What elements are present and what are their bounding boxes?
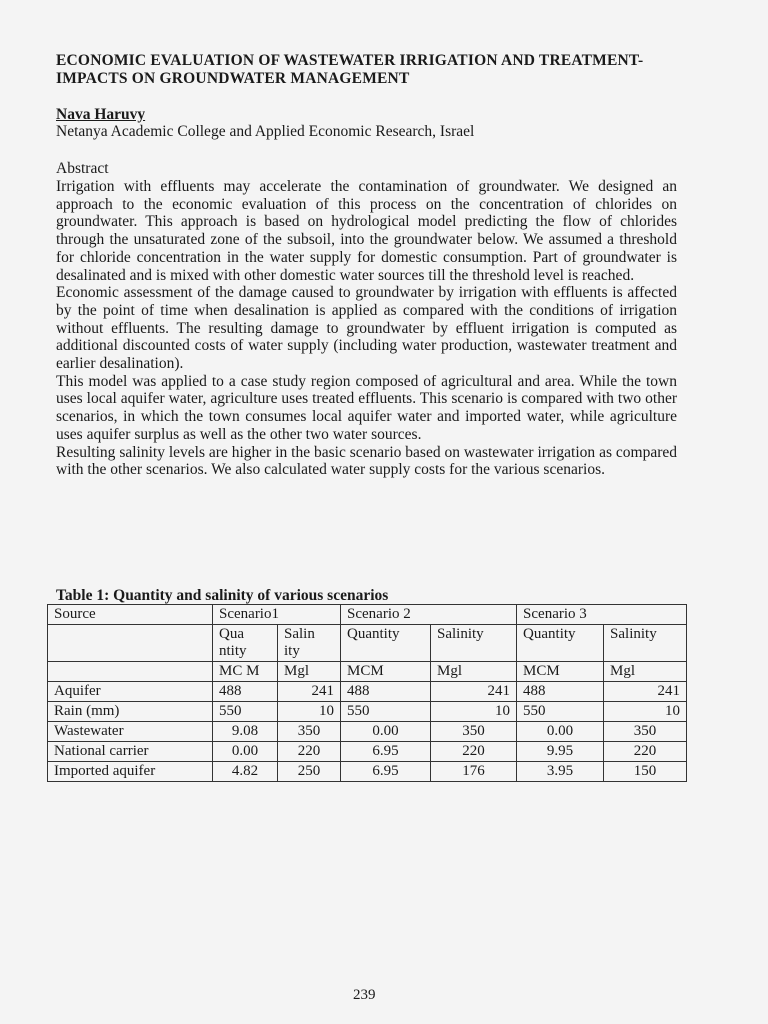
- units-s3-salinity: Mgl: [604, 662, 687, 682]
- author-name: Nava Haruvy: [56, 106, 146, 123]
- cell-s3-salinity: 241: [604, 682, 687, 702]
- cell-s3-salinity: 220: [604, 742, 687, 762]
- header-scenario2: Scenario 2: [341, 605, 517, 625]
- units-empty: [48, 662, 213, 682]
- table-caption: Table 1: Quantity and salinity of various scenarios: [56, 587, 389, 604]
- author-affiliation: Netanya Academic College and Applied Economic Research, Israel: [56, 123, 475, 140]
- table-row: [48, 682, 687, 702]
- subheader-s2-quantity: Quantity: [341, 625, 431, 662]
- header-scenario1: Scenario1: [213, 605, 341, 625]
- cell-s3-salinity: 150: [604, 762, 687, 782]
- row-source: Rain (mm): [48, 702, 213, 722]
- cell-s3-quantity: 0.00: [517, 722, 604, 742]
- cell-s3-quantity: 488: [517, 682, 604, 702]
- cell-s2-salinity: 10: [431, 702, 517, 722]
- cell-s1-quantity: 550: [213, 702, 278, 722]
- table-subheader-row: [48, 625, 687, 662]
- cell-s2-quantity: 0.00: [341, 722, 431, 742]
- row-source: National carrier: [48, 742, 213, 762]
- units-s1-quantity: MC M: [213, 662, 278, 682]
- row-source: Wastewater: [48, 722, 213, 742]
- row-source: Aquifer: [48, 682, 213, 702]
- cell-s2-quantity: 6.95: [341, 742, 431, 762]
- units-s3-quantity: MCM: [517, 662, 604, 682]
- table-row: [48, 762, 687, 782]
- abstract-heading: Abstract: [56, 160, 109, 177]
- cell-s3-quantity: 9.95: [517, 742, 604, 762]
- table-header-row: [48, 605, 687, 625]
- abstract-body: [56, 178, 677, 479]
- cell-s1-salinity: 220: [278, 742, 341, 762]
- header-scenario3: Scenario 3: [517, 605, 687, 625]
- cell-s1-quantity: 4.82: [213, 762, 278, 782]
- table-units-row: [48, 662, 687, 682]
- header-source: Source: [48, 605, 213, 625]
- abstract-paragraph: This model was applied to a case study region composed of agricultural and area. While the town uses local aquifer water, agriculture uses treated effluents. This scenario is compared with two other scenarios, in which the town consumes local aquifer water and imported water, while agriculture uses aquifer surplus as well as the other two water sources.: [56, 372, 677, 443]
- cell-s3-quantity: 550: [517, 702, 604, 722]
- subheader-s3-salinity: Salinity: [604, 625, 687, 662]
- paper-title: ECONOMIC EVALUATION OF WASTEWATER IRRIGATION AND TREATMENT- IMPACTS ON GROUNDWATER MANAGEMENT: [56, 52, 644, 87]
- abstract-paragraph: Resulting salinity levels are higher in the basic scenario based on wastewater irrigation as compared with the other scenarios. We also calculated water supply costs for the various scenarios.: [56, 443, 677, 479]
- page-number: 239: [353, 987, 376, 1003]
- units-s1-salinity: Mgl: [278, 662, 341, 682]
- cell-s2-salinity: 176: [431, 762, 517, 782]
- cell-s1-salinity: 250: [278, 762, 341, 782]
- cell-s1-salinity: 241: [278, 682, 341, 702]
- subheader-s2-salinity: Salinity: [431, 625, 517, 662]
- units-s2-quantity: MCM: [341, 662, 431, 682]
- cell-s1-quantity: 488: [213, 682, 278, 702]
- cell-s3-salinity: 10: [604, 702, 687, 722]
- cell-s2-salinity: 241: [431, 682, 517, 702]
- cell-s2-quantity: 6.95: [341, 762, 431, 782]
- row-source: Imported aquifer: [48, 762, 213, 782]
- table-row: [48, 742, 687, 762]
- cell-s1-quantity: 0.00: [213, 742, 278, 762]
- table-row: [48, 722, 687, 742]
- subheader-empty: [48, 625, 213, 662]
- abstract-paragraph: Economic assessment of the damage caused to groundwater by irrigation with effluents is affected by the point of time when desalination is applied as compared with the conditions of irrigation without effluents. The resulting damage to groundwater by effluent irrigation is computed as additional discounted costs of water supply (including water production, wastewater treatment and earlier desalination).: [56, 284, 677, 373]
- cell-s2-quantity: 488: [341, 682, 431, 702]
- subheader-s1-quantity: Qua ntity: [213, 625, 278, 662]
- cell-s2-salinity: 220: [431, 742, 517, 762]
- cell-s1-quantity: 9.08: [213, 722, 278, 742]
- table-row: [48, 702, 687, 722]
- cell-s3-quantity: 3.95: [517, 762, 604, 782]
- scenarios-table: [47, 604, 687, 782]
- cell-s3-salinity: 350: [604, 722, 687, 742]
- cell-s2-quantity: 550: [341, 702, 431, 722]
- subheader-s1-salinity: Salin ity: [278, 625, 341, 662]
- subheader-s3-quantity: Quantity: [517, 625, 604, 662]
- cell-s2-salinity: 350: [431, 722, 517, 742]
- abstract-paragraph: Irrigation with effluents may accelerate the contamination of groundwater. We designed an approach to the economic evaluation of this process on the concentration of chlorides on groundwater. This approach is based on hydrological model predicting the flow of chlorides through the unsaturated zone of the subsoil, into the groundwater below. We assumed a threshold for chloride concentration in the water supply for domestic consumption. Part of groundwater is desalinated and is mixed with other domestic water sources till the threshold level is reached.: [56, 178, 677, 284]
- cell-s1-salinity: 10: [278, 702, 341, 722]
- cell-s1-salinity: 350: [278, 722, 341, 742]
- units-s2-salinity: Mgl: [431, 662, 517, 682]
